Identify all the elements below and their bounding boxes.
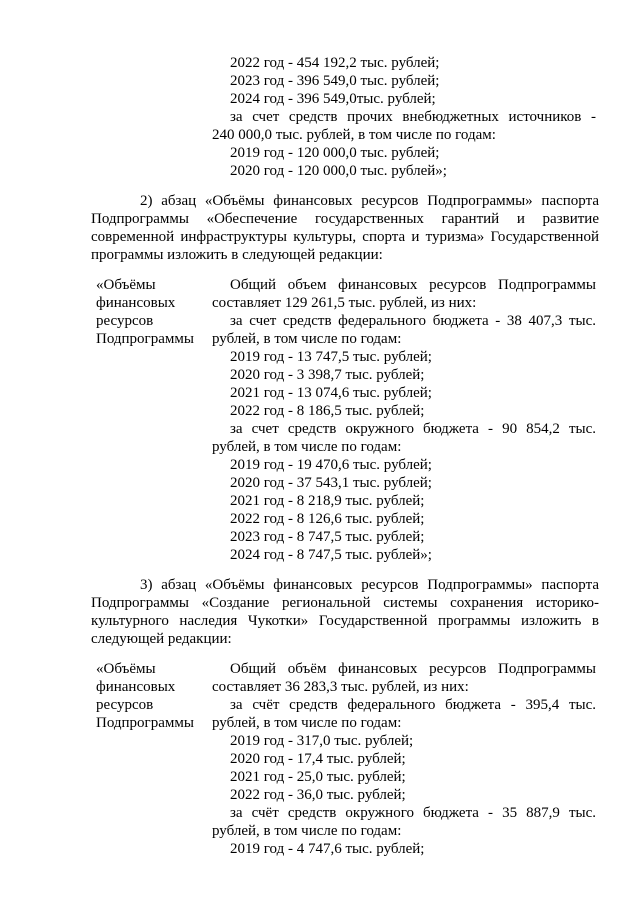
block2-label-3: ресурсов (96, 313, 154, 329)
block3-label-2: финансовых (96, 679, 176, 695)
block3-label-4: Подпрограммы (96, 715, 194, 731)
block3-fed-2022: 2022 год - 36,0 тыс. рублей; (230, 787, 406, 803)
block2-total-line2: составляет 129 261,5 тыс. рублей, из них: (212, 295, 477, 311)
block2-fed-2021: 2021 год - 13 074,6 тыс. рублей; (230, 385, 432, 401)
block3-label-3: ресурсов (96, 697, 154, 713)
block2-federal-line2: рублей, в том числе по годам: (212, 331, 402, 347)
top-year-2024: 2024 год - 396 549,0тыс. рублей; (230, 91, 436, 107)
block2-fed-2022: 2022 год - 8 186,5 тыс. рублей; (230, 403, 425, 419)
block2-label-1: «Объёмы (96, 277, 156, 293)
block2-regional-line1: за счет средств окружного бюджета - 90 854,2 тыс. (230, 421, 596, 437)
block2-federal-line1: за счет средств федерального бюджета - 38 407,3 тыс. (230, 313, 596, 329)
block2-reg-2023: 2023 год - 8 747,5 тыс. рублей; (230, 529, 425, 545)
para3-line3: культурного наследия Чукотки» Государственной программы изложить в (91, 613, 599, 629)
para2-line1: 2) абзац «Объёмы финансовых ресурсов Подпрограммы» паспорта (140, 193, 599, 209)
block3-regional-line2: рублей, в том числе по годам: (212, 823, 402, 839)
block2-reg-2022: 2022 год - 8 126,6 тыс. рублей; (230, 511, 425, 527)
block3-total-line1: Общий объём финансовых ресурсов Подпрограммы (230, 661, 596, 677)
para3-line4: следующей редакции: (91, 631, 232, 647)
block2-reg-2024: 2024 год - 8 747,5 тыс. рублей»; (230, 547, 432, 563)
top-other-sources-total: 240 000,0 тыс. рублей, в том числе по годам: (212, 127, 496, 143)
block2-label-2: финансовых (96, 295, 176, 311)
block3-regional-line1: за счёт средств окружного бюджета - 35 887,9 тыс. (230, 805, 596, 821)
block2-reg-2020: 2020 год - 37 543,1 тыс. рублей; (230, 475, 432, 491)
block2-total-line1: Общий объем финансовых ресурсов Подпрограммы (230, 277, 596, 293)
top-other-2019: 2019 год - 120 000,0 тыс. рублей; (230, 145, 440, 161)
block3-total-line2: составляет 36 283,3 тыс. рублей, из них: (212, 679, 469, 695)
block2-reg-2019: 2019 год - 19 470,6 тыс. рублей; (230, 457, 432, 473)
block3-label-1: «Объёмы (96, 661, 156, 677)
block3-reg-2019: 2019 год - 4 747,6 тыс. рублей; (230, 841, 425, 857)
para2-line2: Подпрограммы «Обеспечение государственных гарантий и развитие (91, 211, 599, 227)
block3-fed-2019: 2019 год - 317,0 тыс. рублей; (230, 733, 414, 749)
block3-fed-2021: 2021 год - 25,0 тыс. рублей; (230, 769, 406, 785)
top-year-2022: 2022 год - 454 192,2 тыс. рублей; (230, 55, 440, 71)
block2-reg-2021: 2021 год - 8 218,9 тыс. рублей; (230, 493, 425, 509)
block3-fed-2020: 2020 год - 17,4 тыс. рублей; (230, 751, 406, 767)
block2-regional-line2: рублей, в том числе по годам: (212, 439, 402, 455)
top-year-2023: 2023 год - 396 549,0 тыс. рублей; (230, 73, 440, 89)
block3-federal-line1: за счёт средств федерального бюджета - 395,4 тыс. (230, 697, 596, 713)
top-other-sources: за счет средств прочих внебюджетных источников - (230, 109, 596, 125)
block3-federal-line2: рублей, в том числе по годам: (212, 715, 402, 731)
para3-line1: 3) абзац «Объёмы финансовых ресурсов Подпрограммы» паспорта (140, 577, 599, 593)
block2-fed-2020: 2020 год - 3 398,7 тыс. рублей; (230, 367, 425, 383)
para2-line4: программы изложить в следующей редакции: (91, 247, 383, 263)
block2-label-4: Подпрограммы (96, 331, 194, 347)
top-other-2020: 2020 год - 120 000,0 тыс. рублей»; (230, 163, 447, 179)
para2-line3: современной инфраструктуры культуры, спорта и туризма» Государственной (91, 229, 599, 245)
block2-fed-2019: 2019 год - 13 747,5 тыс. рублей; (230, 349, 432, 365)
para3-line2: Подпрограммы «Создание региональной системы сохранения историко- (91, 595, 599, 611)
